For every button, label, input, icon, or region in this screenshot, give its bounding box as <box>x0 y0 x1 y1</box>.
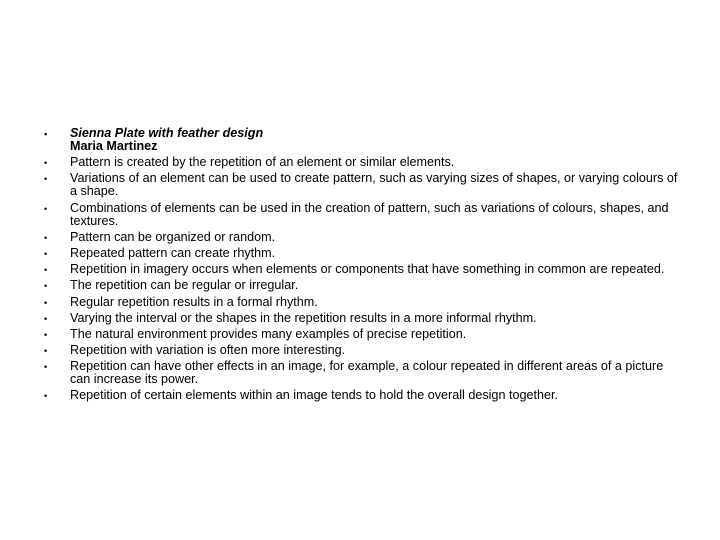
bullet-text: Repeated pattern can create rhythm. <box>70 245 276 260</box>
list-item <box>40 172 680 198</box>
bullet-list <box>40 127 680 406</box>
bullet-icon: • <box>44 391 48 402</box>
bullet-icon: • <box>44 281 48 292</box>
bullet-icon: • <box>44 329 48 340</box>
bullet-text: Varying the interval or the shapes in the repetition results in a more informal rhythm. <box>70 310 537 325</box>
bullet-text: Repetition with variation is often more interesting. <box>70 343 346 358</box>
list-item <box>40 156 680 169</box>
bullet-icon: • <box>44 174 48 185</box>
bullet-text: Repetition of certain elements within an image tends to hold the overall design together. <box>70 388 558 403</box>
list-item <box>40 360 680 386</box>
list-item <box>40 344 680 357</box>
bullet-icon: • <box>44 232 48 243</box>
bullet-text: Combinations of elements can be used in the creation of pattern, such as variations of colours, shapes, and textures. <box>70 200 669 228</box>
bullet-text: Pattern can be organized or random. <box>70 229 276 244</box>
bullet-icon: • <box>44 158 48 169</box>
bullet-text: Regular repetition results in a formal rhythm. <box>70 294 318 309</box>
list-item <box>40 389 680 402</box>
bullet-text: Repetition in imagery occurs when elements or components that have something in common are repeated. <box>70 262 665 277</box>
list-item <box>40 312 680 325</box>
slide-title: Sienna Plate with feather design <box>70 126 264 140</box>
bullet-icon: • <box>44 265 48 276</box>
list-item <box>40 328 680 341</box>
bullet-icon: • <box>44 129 48 139</box>
bullet-text: Repetition can have other effects in an image, for example, a colour repeated in different areas of a picture can increase its power. <box>70 359 664 387</box>
bullet-icon: • <box>44 248 48 259</box>
list-item <box>40 202 680 228</box>
bullet-icon: • <box>44 203 48 214</box>
list-item <box>40 247 680 260</box>
bullet-icon: • <box>44 362 48 373</box>
bullet-icon: • <box>44 297 48 308</box>
author-item <box>40 140 680 153</box>
slide-author: Maria Martinez <box>70 139 158 153</box>
bullet-text: The natural environment provides many examples of precise repetition. <box>70 326 467 341</box>
list-item <box>40 296 680 309</box>
bullet-text: Variations of an element can be used to create pattern, such as varying sizes of shapes, or varying colours of a shape. <box>70 171 678 199</box>
bullet-text: The repetition can be regular or irregular. <box>70 278 299 293</box>
bullet-icon: • <box>44 313 48 324</box>
bullet-icon: • <box>44 346 48 357</box>
bullet-text: Pattern is created by the repetition of an element or similar elements. <box>70 155 455 170</box>
list-item <box>40 231 680 244</box>
list-item <box>40 263 680 276</box>
list-item <box>40 279 680 292</box>
